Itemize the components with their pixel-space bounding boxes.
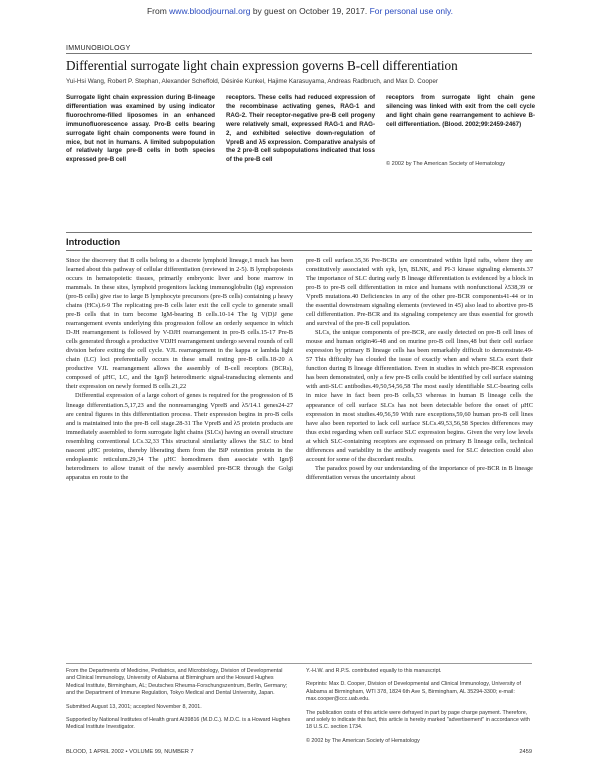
journal-link[interactable]: www.bloodjournal.org <box>169 6 251 16</box>
footnote-rule <box>66 663 532 664</box>
contribution-note: Y.-H.W. and R.P.S. contributed equally to this manuscript. <box>306 668 442 674</box>
paragraph: The paradox posed by our understanding of the importance of pre-BCR in B lineage differentiation versus the uncertainty about <box>306 464 533 481</box>
footnotes-left <box>66 668 292 738</box>
affiliation-note: From the Departments of Medicine, Pediatrics, and Microbiology, Division of Developmental and Clinical Immunology, University of Alabama at Birmingham and the Howard Hughes Medical Institute, Birmingham, AL; Deutsches Rheuma-Forschungszentrum, Berlin, Germany; and the Department of Immune Regulation, Tokyo Medical and Dental University, Japan. <box>66 668 288 697</box>
submission-note: Submitted August 13, 2001; accepted November 8, 2001. <box>66 703 202 710</box>
abstract-col-3: receptors from surrogate light chain gene silencing was linked with exit from the cell cycle and light chain gene rearrangement to achieve B-cell differentiation. (Blood. 2002;99:2459-2467) <box>386 94 535 128</box>
article-title: Differential surrogate light chain expression governs B-cell differentiation <box>66 58 458 73</box>
banner-from: From <box>146 6 167 16</box>
section-label: IMMUNOBIOLOGY <box>66 45 131 52</box>
intro-rule <box>66 250 532 251</box>
footnotes-right <box>306 668 532 751</box>
header-rule <box>66 53 532 54</box>
abstract-copyright: © 2002 by The American Society of Hematology <box>386 161 506 167</box>
paragraph: SLCs, the unique components of pre-BCR, are easily detected on pre-B cell lines of mouse and human origin46-48 and on murine pro-B cell lines,48 but their cell surface expression by primary B lineage cells has been remarkably difficult to demonstrate.49-57 This difficulty has clouded the issue of exactly when and where SLCs exert their function during B lineage differentiation. Even in studies in which pre-BCR expression has been demonstrated, only a few pre-B cells could be identified by cell surface staining with anti-SLC antibodies.49,50,54,56,58 The most easily identifiable SLC-bearing cells in mice have in fact been pro-B cells,53 whereas in human B lineage cells the appearance of cell surface SLCs has not been detectable before the onset of μHC expression in most studies.49,56,59 With rare exceptions,59,60 human pro-B cell lines have also been reported to lack cell surface SLCs.49,53,56,58 Species differences may thus exist regarding when cell surface SLC expression begins. Given the very low levels at which SLC-containing receptors are expressed on primary B lineage cells, technical differences and variability in the antibody reagents used for SLC detection could also account for some of the discordant results. <box>306 329 533 463</box>
paragraph: pre-B cell surface.35,36 Pre-BCRs are concentrated within lipid rafts, where they are constitutively associated with syk, lyn, BLNK, and PI-3 kinase signaling elements.37 The importance of SLC during early B lineage differentiation is evidenced by a block in pro-B to pre-B cell differentiation in mice and humans with nonfunctional λ538,39 or VpreB mutations.40 Deficiencies in any of the other pre-BCR components41-44 or in the essential downstream signaling elements (reviewed in 45) also lead to abortive pro-B cell differentiation. Pre-BCR and its signaling competency are thus essential for growth and survival of the pre-B cell population. <box>306 257 533 328</box>
personal-use-link[interactable]: For personal use only. <box>369 6 454 16</box>
copyright-note: © 2002 by The American Society of Hematology <box>306 737 420 744</box>
funding-note: Supported by National Institutes of Health grant AI39816 (M.D.C.). M.D.C. is a Howard Hughes Medical Institute Investigator. <box>66 717 291 731</box>
paragraph: Differential expression of a large cohort of genes is required for the progression of B lineage differentiation.5,17,23 and the nonrearranging VpreB and λ5/14.1 genes24-27 are central figures in this differentiation process. Their expression begins in pro-B cells and is maintained into the pre-B cell stage.28-31 The VpreB and λ5 protein products are immediately assembled to form surrogate light chains (SLCs) having an overall structure resembling conventional LCs.32,33 This structural similarity allows the SLC to bind nascent μHC proteins, thereby liberating them from the BiP retention protein in the endoplasmic reticulum.29,34 The μHC homodimers then associate with Igα/β heterodimers to allow transit of the newly assembled pre-BCR through the Golgi apparatus en route to the <box>66 392 293 481</box>
banner-guest: by guest on October 19, 2017. <box>252 6 368 16</box>
paragraph: Since the discovery that B cells belong to a discrete lymphoid lineage,1 much has been learned about this pathway of cellular differentiation (reviewed in 2-5). B lymphopoiesis occurs in hematopoietic tissues, primarily embryonic liver and bone marrow in mammals. In these sites, lymphoid progenitors lacking immunoglobulin (Ig) expression (pro-B cells) give rise to large B lymphocyte precursors (pre-B cells) containing μ heavy chains (HCs).6-9 The replicating pre-B cells later exit the cell cycle to generate small pre-B cells that in turn become IgM-bearing B cells.10-14 The Ig V(D)J gene rearrangement events underlying this progression follow an orderly sequence in which D-JH rearrangement is followed by V-DJH rearrangement in pro-B cells.15-17 Pre-B cells generated through a productive VDJH rearrangement undergo several rounds of cell division before exiting the cell cycle. VJL rearrangement in the kappa or lambda light chain (LC) loci preferentially occurs in these small resting pre-B cells.18-20 A productive VJL rearrangement allows the assembly of B-cell receptors (BCRs), composed of μHC, LC, and the Igα/β heterodimeric signal-transducing elements and their expression on newly formed B cells.21,22 <box>66 257 293 391</box>
introduction-heading: Introduction <box>66 237 121 247</box>
journal-footer: BLOOD, 1 APRIL 2002 • VOLUME 99, NUMBER 7 <box>66 749 194 755</box>
page-number: 2459 <box>519 749 532 755</box>
body-column-right <box>306 256 533 482</box>
abstract-rule <box>66 232 532 233</box>
abstract-col-1: Surrogate light chain expression during B-lineage differentiation was examined by using indicator fluorochrome-filled liposomes in an enhanced immunofluorescence assay. Pro-B cells bearing surrogate light chain components were found in mice, but not in humans. A limited subpopulation of relatively large pre-B cells in both species expressed pre-B cell <box>66 94 215 164</box>
access-banner <box>0 6 600 16</box>
publication-cost-note: The publication costs of this article were defrayed in part by page charge payment. Therefore, and solely to indicate this fact, this article is hereby marked "advertisement" in accordance with 18 U.S.C. section 1734. <box>306 709 530 731</box>
body-column-left <box>66 256 293 482</box>
abstract-col-2: receptors. These cells had reduced expression of the recombinase activating genes, RAG-1 and RAG-2. Their receptor-negative pre-B cell progeny were relatively small, expressed RAG-1 and RAG-2, and exhibited selective down-regulation of VpreB and λ5 expression. Comparative analysis of the 2 pre-B cell subpopulations indicated that loss of the pre-B cell <box>226 94 375 164</box>
author-list: Yui-Hsi Wang, Robert P. Stephan, Alexander Scheffold, Désirée Kunkel, Hajime Karasuyama, Andreas Radbruch, and Max D. Cooper <box>66 78 438 85</box>
reprints-note: Reprints: Max D. Cooper, Division of Developmental and Clinical Immunology, University of Alabama at Birmingham, WTI 378, 1824 6th Ave S, Birmingham, AL 35294-3300; e-mail: max.cooper@ccc.uab.edu. <box>306 681 521 703</box>
